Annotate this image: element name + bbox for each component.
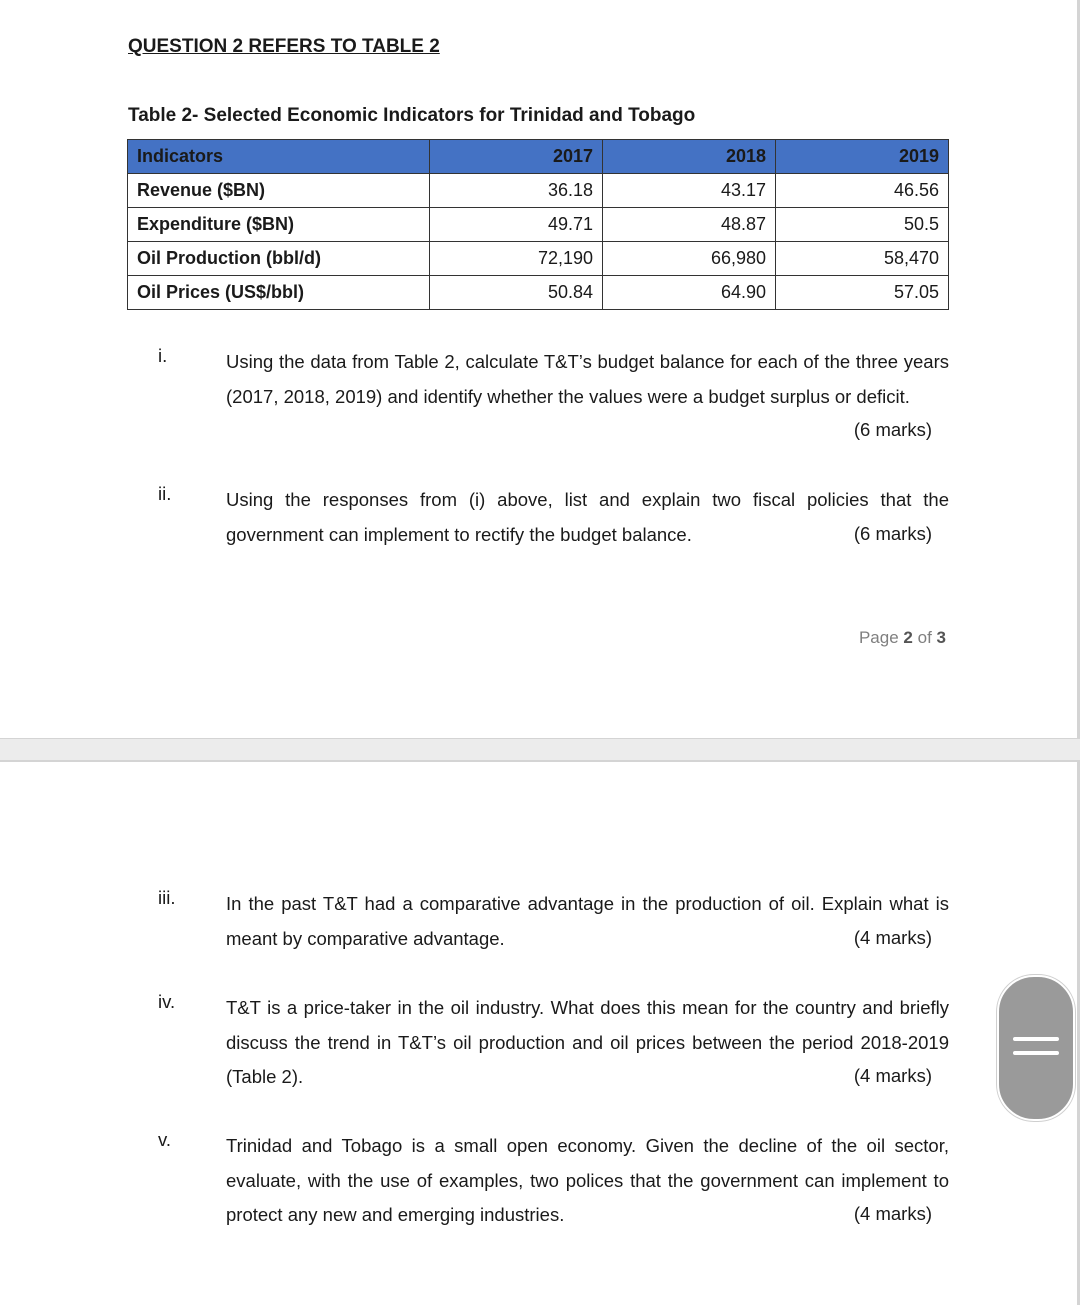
question-marks: (4 marks): [853, 1065, 932, 1086]
row-label: Revenue ($BN): [128, 174, 430, 208]
column-header: 2018: [603, 140, 776, 174]
question-number: i.: [158, 345, 168, 366]
table-caption: Table 2- Selected Economic Indicators for Trinidad and Tobago: [128, 105, 696, 126]
table-row: [128, 276, 949, 310]
table-cell: 58,470: [776, 242, 949, 276]
question-marks: (4 marks): [853, 1203, 932, 1224]
question-text: Trinidad and Tobago is a small open economy. Given the decline of the oil sector, evaluate, with the use of examples, two polices that the government can implement to protect any new and emerging industries.: [226, 1135, 949, 1225]
table-cell: 50.5: [776, 208, 949, 242]
question-marks: (4 marks): [853, 927, 932, 948]
table-row: [128, 174, 949, 208]
question-text: T&T is a price-taker in the oil industry. What does this mean for the country and briefly discuss the trend in T&T’s oil production and oil prices between the period 2018-2019 (Table 2).: [226, 997, 949, 1087]
grip-line-icon: [1013, 1037, 1059, 1041]
question-heading: QUESTION 2 REFERS TO TABLE 2: [128, 36, 440, 57]
table-cell: 36.18: [430, 174, 603, 208]
document-page-3: [0, 760, 1080, 1305]
table-cell: 46.56: [776, 174, 949, 208]
question-marks: (6 marks): [853, 523, 932, 544]
question-marks: (6 marks): [853, 419, 932, 440]
table-cell: 48.87: [603, 208, 776, 242]
table-cell: 66,980: [603, 242, 776, 276]
grip-line-icon: [1013, 1051, 1059, 1055]
column-header: 2019: [776, 140, 949, 174]
row-label: Oil Prices (US$/bbl): [128, 276, 430, 310]
row-label: Expenditure ($BN): [128, 208, 430, 242]
question-number: iv.: [158, 991, 176, 1012]
column-header: 2017: [430, 140, 603, 174]
economic-indicators-table: [127, 139, 949, 310]
question-number: ii.: [158, 483, 172, 504]
row-label: Oil Production (bbl/d): [128, 242, 430, 276]
page-number: Page 2 of 3: [858, 628, 946, 647]
table-cell: 72,190: [430, 242, 603, 276]
question-number: v.: [158, 1129, 172, 1150]
table-cell: 43.17: [603, 174, 776, 208]
scroll-handle[interactable]: [997, 975, 1075, 1121]
question-text: In the past T&T had a comparative advantage in the production of oil. Explain what is meant by comparative advantage.: [226, 893, 949, 949]
table-header-row: [128, 140, 949, 174]
table-row: [128, 208, 949, 242]
question-text: Using the data from Table 2, calculate T&T’s budget balance for each of the three years (2017, 2018, 2019) and identify whether the values were a budget surplus or deficit.: [226, 351, 949, 407]
table-cell: 64.90: [603, 276, 776, 310]
question-text: Using the responses from (i) above, list and explain two fiscal policies that the government can implement to rectify the budget balance.: [226, 489, 949, 545]
table-row: [128, 242, 949, 276]
column-header: Indicators: [128, 140, 430, 174]
table-cell: 49.71: [430, 208, 603, 242]
table-cell: 50.84: [430, 276, 603, 310]
question-number: iii.: [158, 887, 176, 908]
table-cell: 57.05: [776, 276, 949, 310]
